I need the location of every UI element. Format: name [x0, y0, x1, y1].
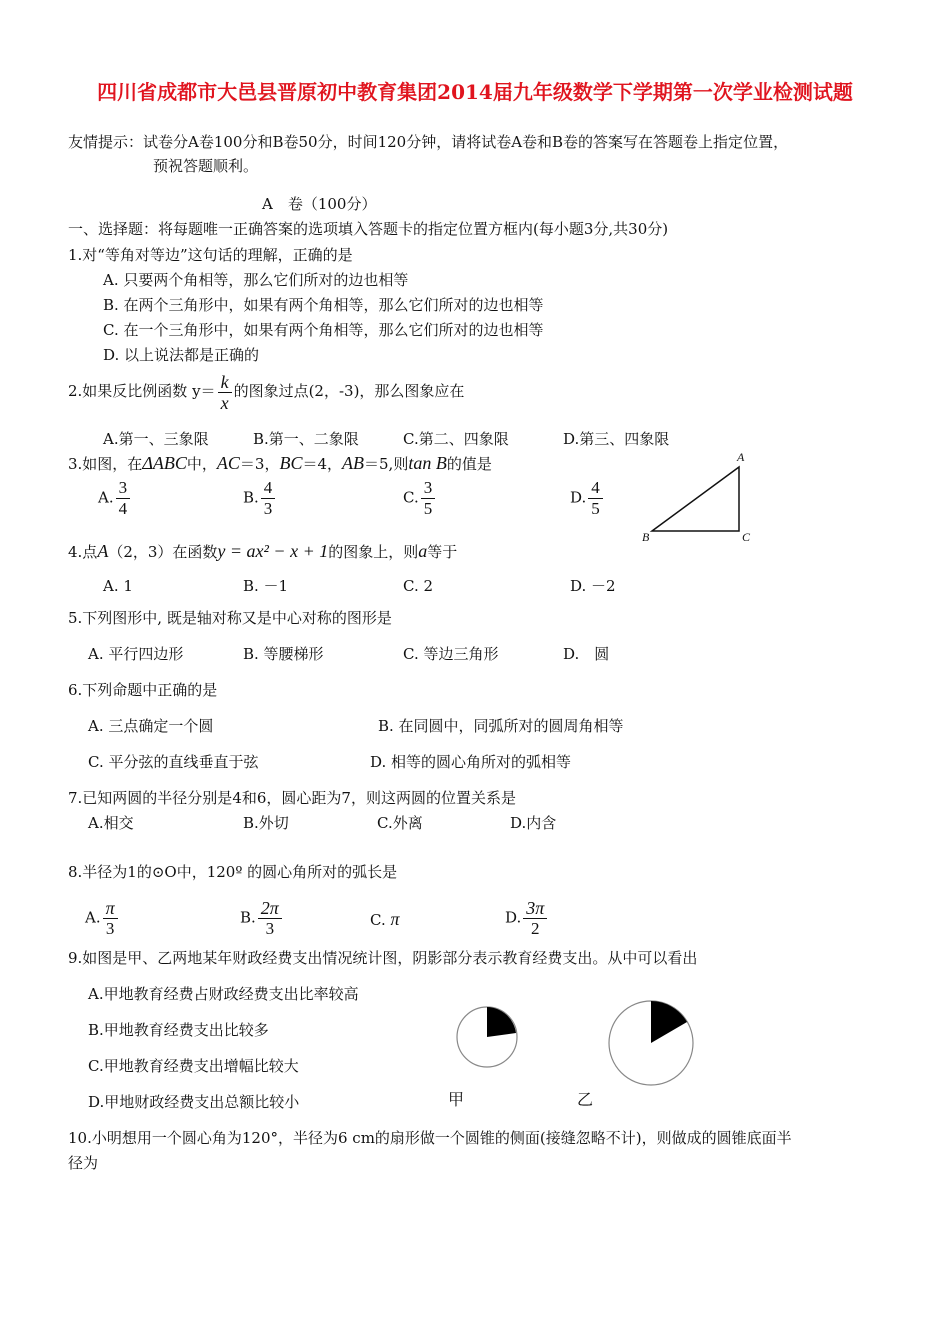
q3-bc: BC	[279, 453, 303, 473]
q5-option-d: D. 圆	[563, 645, 610, 663]
q3-d-num: 4	[588, 478, 603, 499]
q9-option-c: C.甲地教育经费支出增幅比较大	[88, 1057, 299, 1075]
q5-option-b: B. 等腰梯形	[243, 645, 324, 663]
q2-stem-pre: 2.如果反比例函数 y＝	[68, 382, 216, 400]
vertex-c-label: C	[742, 530, 751, 544]
q3-post: 的值是	[446, 455, 492, 473]
q1-option-d: D. 以上说法都是正确的	[103, 346, 260, 364]
pie-chart-jia	[452, 1002, 522, 1072]
q8-b-den: 3	[265, 919, 275, 938]
tip-line-1: 友情提示：试卷分A卷100分和B卷50分，时间120分钟，请将试卷A卷和B卷的答案写在答题卷上指定位置，	[68, 133, 789, 151]
q3-v3: ＝5,则	[364, 455, 409, 473]
q8-option-d	[505, 898, 549, 939]
q4-function: y = ax² − x + 1	[217, 541, 329, 561]
q8-c-val: π	[390, 909, 400, 929]
q3-triangle: ΔABC	[142, 453, 187, 473]
q9-stem: 9.如图是甲、乙两地某年财政经费支出情况统计图，阴影部分表示教育经费支出。从中可以看出	[68, 949, 698, 967]
vertex-b-label: B	[642, 530, 650, 544]
q3-option-c-label: C.	[403, 488, 419, 507]
q3-option-d	[570, 478, 605, 519]
part1-heading: 一、选择题：将每题唯一正确答案的选项填入答题卡的指定位置方框内(每小题3分,共30分)	[68, 220, 669, 238]
q2-option-b: B.第一、二象限	[253, 430, 359, 448]
q3-b-den: 3	[263, 499, 273, 518]
q8-c-label: C.	[370, 911, 386, 929]
q6-stem: 6.下列命题中正确的是	[68, 681, 218, 699]
q6-option-b: B. 在同圆中，同弧所对的圆周角相等	[378, 717, 624, 735]
q3-mid1: 中，	[186, 455, 217, 473]
q5-option-c: C. 等边三角形	[403, 645, 499, 663]
q10-line-2: 径为	[68, 1154, 99, 1172]
q3-b-num: 4	[261, 478, 276, 499]
q1-option-b: B. 在两个三角形中，如果有两个角相等，那么它们所对的边也相等	[103, 296, 544, 314]
q3-option-c-frac	[421, 478, 436, 519]
q5-stem: 5.下列图形中, 既是轴对称又是中心对称的图形是	[68, 609, 392, 627]
q3-a-den: 4	[118, 499, 128, 518]
q8-option-a	[85, 898, 120, 939]
q3-triangle-figure	[635, 450, 755, 550]
q9-option-b: B.甲地教育经费支出比较多	[88, 1021, 269, 1039]
q4-option-c: C. 2	[403, 577, 434, 595]
q9-option-a: A.甲地教育经费占财政经费支出比率较高	[88, 985, 359, 1003]
q3-option-a-frac	[116, 478, 131, 519]
q6-option-a: A. 三点确定一个圆	[88, 717, 214, 735]
q2-stem-post: 的图象过点(2，-3)，那么图象应在	[233, 382, 465, 400]
q3-option-b	[243, 478, 277, 519]
q8-option-b	[240, 898, 284, 939]
q4-post: 等于	[427, 543, 458, 561]
q3-pre: 3.如图，在	[68, 455, 143, 473]
q1-stem: 1.对“等角对等边”这句话的理解，正确的是	[68, 246, 353, 264]
q4-pre: 4.点	[68, 543, 98, 561]
q8-b-frac	[258, 898, 282, 939]
q3-ac: AC	[216, 453, 240, 473]
q7-option-a: A.相交	[88, 814, 134, 832]
q8-d-num: 3π	[523, 898, 547, 919]
section-a-heading: A 卷（100分）	[262, 195, 377, 213]
q3-c-num: 3	[421, 478, 436, 499]
q8-d-frac	[523, 898, 547, 939]
q4-option-a: A. 1	[103, 577, 133, 595]
q5-option-a: A. 平行四边形	[88, 645, 184, 663]
q2-fraction-num: k	[218, 372, 232, 393]
q3-a-num: 3	[116, 478, 131, 499]
q3-option-c	[403, 478, 437, 519]
pie-jia-label: 甲	[448, 1090, 465, 1109]
q7-option-c: C.外离	[377, 814, 423, 832]
q8-a-den: 3	[105, 919, 115, 938]
q3-option-a	[98, 478, 132, 519]
q3-c-den: 5	[423, 499, 433, 518]
q6-option-d: D. 相等的圆心角所对的弧相等	[370, 753, 572, 771]
q4-mid: （2，3）在函数	[108, 543, 218, 561]
q8-a-label: A.	[85, 908, 101, 927]
q8-b-label: B.	[240, 908, 256, 927]
q1-option-a: A. 只要两个角相等，那么它们所对的边也相等	[103, 271, 409, 289]
q3-ab: AB	[342, 453, 365, 473]
q3-option-b-frac	[261, 478, 276, 519]
q8-b-num: 2π	[258, 898, 282, 919]
q8-d-den: 2	[531, 919, 540, 938]
q10-line-1: 10.小明想用一个圆心角为120°，半径为6 cm的扇形做一个圆锥的侧面(接缝忽略不计)，则做成的圆锥底面半	[68, 1129, 792, 1147]
q2-option-a: A.第一、三象限	[103, 430, 209, 448]
q2-fraction	[218, 372, 232, 413]
q4-point: A	[97, 541, 109, 561]
q3-stem	[68, 453, 492, 474]
q3-option-b-label: B.	[243, 488, 259, 507]
pie-jia-education-slice	[487, 1007, 516, 1037]
q2-fraction-den: x	[220, 392, 229, 413]
triangle-shape	[652, 467, 739, 531]
q7-stem: 7.已知两圆的半径分别是4和6，圆心距为7，则这两圆的位置关系是	[68, 789, 516, 807]
pie-chart-yi	[603, 998, 699, 1088]
q2-option-c: C.第二、四象限	[403, 430, 509, 448]
q4-option-b: B. －1	[243, 577, 289, 595]
q7-option-b: B.外切	[243, 814, 289, 832]
q4-stem	[68, 541, 457, 562]
q8-stem: 8.半径为1的⊙O中，120º 的圆心角所对的弧长是	[68, 863, 398, 881]
q1-option-c: C. 在一个三角形中，如果有两个角相等，那么它们所对的边也相等	[103, 321, 544, 339]
exam-title: 四川省成都市大邑县晋原初中教育集团2014届九年级数学下学期第一次学业检测试题	[97, 80, 853, 104]
q4-mid2: 的图象上，则	[328, 543, 419, 561]
q6-option-c: C. 平分弦的直线垂直于弦	[88, 753, 259, 771]
vertex-a-label: A	[737, 450, 745, 464]
q4-option-d: D. －2	[570, 577, 616, 595]
q2-stem	[68, 370, 464, 413]
q3-v1: ＝3，	[239, 455, 280, 473]
q4-var: a	[418, 541, 428, 561]
q3-option-d-label: D.	[570, 488, 587, 507]
q7-option-d: D.内含	[510, 814, 557, 832]
tip-line-2: 预祝答题顺利。	[153, 157, 259, 175]
q3-d-den: 5	[591, 499, 600, 518]
q8-a-frac	[103, 898, 118, 939]
pie-yi-label: 乙	[577, 1090, 594, 1109]
q3-option-a-label: A.	[98, 488, 114, 507]
q3-v2: ＝4，	[302, 455, 343, 473]
q2-option-d: D.第三、四象限	[563, 430, 670, 448]
q9-option-d: D.甲地财政经费支出总额比较小	[88, 1093, 300, 1111]
q8-option-c	[370, 909, 400, 930]
q3-tan: tan B	[408, 453, 447, 473]
q8-a-num: π	[103, 898, 118, 919]
q8-d-label: D.	[505, 908, 522, 927]
q3-option-d-frac	[588, 478, 603, 519]
